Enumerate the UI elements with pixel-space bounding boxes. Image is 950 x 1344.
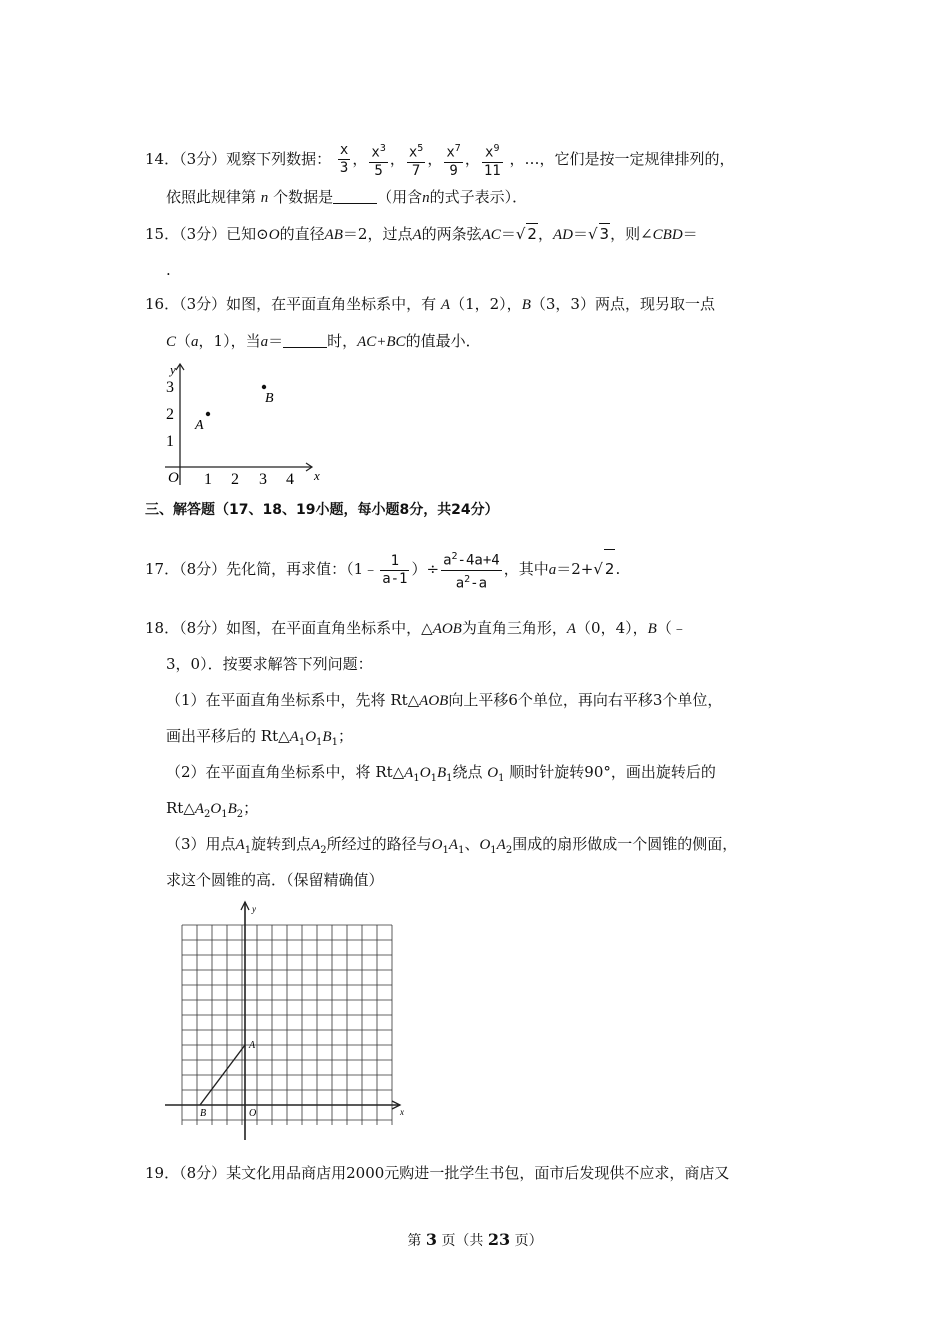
y-label: y: [170, 362, 176, 377]
text: ；: [243, 799, 259, 817]
t: a: [455, 575, 465, 592]
sub: 1: [244, 845, 252, 856]
sub: 1: [413, 773, 420, 784]
text: ＝: [500, 225, 516, 243]
text: （8分）先化简，再求值：（1﹣: [179, 560, 379, 579]
exp: 2: [464, 573, 471, 585]
text: 的直径: [279, 225, 325, 243]
var: A: [311, 837, 321, 853]
var: AOB: [419, 693, 449, 709]
text: ）÷: [411, 560, 440, 579]
text: ，则∠: [610, 225, 653, 243]
var: O: [487, 765, 499, 781]
var: AOB: [432, 621, 462, 637]
var: AC: [481, 227, 501, 243]
q15-line: 15．（3分）已知⊙O的直径AB＝2，过点A的两条弦AC＝√ 2，AD＝√ 3，则∠CBD＝: [145, 225, 698, 243]
q18-part3: [166, 834, 737, 861]
text: （3，3）两点，现另取一点: [530, 295, 715, 313]
numerator: [482, 140, 503, 163]
text: （1，2），: [450, 295, 522, 313]
exponent: 5: [417, 143, 424, 154]
var: A: [289, 729, 299, 745]
text: （3分）已知⊙: [179, 225, 269, 243]
text: 画出平移后的 Rt△: [166, 727, 290, 745]
sub: 1: [331, 737, 338, 748]
denominator: 5: [374, 162, 383, 179]
var: O: [479, 837, 491, 853]
sub: 1: [298, 737, 306, 748]
var: O: [268, 227, 280, 243]
sub: 1: [442, 845, 449, 856]
q14-line2: [166, 187, 527, 208]
base: x: [371, 144, 380, 161]
q18-part2: [166, 762, 716, 789]
text: （﹣: [656, 619, 687, 637]
var: a: [548, 562, 557, 579]
base: x: [408, 144, 418, 161]
text: 页）: [514, 1233, 543, 1249]
var: B: [322, 729, 332, 745]
var: A: [235, 837, 245, 853]
q14-sequence: [336, 142, 505, 179]
fraction: [380, 553, 409, 588]
q14-text-after: ，…，它们是按一定规律排列的，: [509, 149, 735, 168]
var-n: n: [422, 190, 430, 206]
text: ＝: [682, 225, 698, 243]
base: x: [446, 144, 455, 161]
q14-number: 14．: [145, 149, 180, 168]
grid-lines: [182, 925, 392, 1125]
q17-number: 17．: [145, 560, 180, 579]
text: 、: [464, 835, 480, 853]
text: 向上平移6个单位，再向右平移3个单位，: [448, 691, 723, 709]
y-label: y: [252, 904, 256, 914]
x-label: x: [314, 468, 320, 483]
point-b-label: B: [200, 1108, 207, 1119]
sub: 1: [498, 773, 505, 784]
text: 旋转到点: [251, 835, 312, 853]
text: .: [166, 261, 171, 279]
var: A: [412, 227, 422, 243]
var: A: [448, 837, 459, 853]
sub: 2: [204, 809, 211, 820]
text: （3）用点: [166, 835, 236, 853]
sub: 1: [316, 737, 323, 748]
text: 的式子表示）．: [429, 188, 528, 206]
var: A: [566, 621, 577, 637]
denominator: [441, 571, 502, 593]
var: B: [521, 297, 531, 313]
answer-blank[interactable]: [333, 189, 377, 204]
comma: ，: [389, 149, 405, 168]
comma: ，: [464, 149, 480, 168]
q16-line2: [166, 331, 481, 352]
point-a-label: A: [249, 1040, 256, 1051]
var: A: [496, 837, 506, 853]
sub: 2: [505, 845, 513, 856]
text: ，1），当: [198, 332, 261, 350]
sub: 1: [221, 809, 228, 820]
q18-part3-line2: 求这个圆锥的高．（保留精确值）: [166, 871, 384, 889]
q18-part2-line2: [166, 798, 258, 825]
numerator: [338, 142, 350, 160]
text: ；: [337, 727, 353, 745]
numerator: [444, 140, 462, 163]
text: 所经过的路径与: [326, 835, 432, 853]
q18-part1: [166, 690, 722, 711]
text: 围成的扇形做成一个圆锥的侧面，: [512, 835, 738, 853]
text: 第: [407, 1233, 422, 1249]
q18-part1-line2: [166, 726, 353, 753]
q18-number: 18．: [145, 619, 180, 637]
text: （1）在平面直角坐标系中，先将 Rt△: [166, 691, 420, 709]
point-a: [206, 412, 210, 416]
var: a: [260, 334, 269, 350]
sub: 1: [430, 773, 437, 784]
point-b: [262, 385, 266, 389]
text: 依照此规律第: [166, 188, 257, 206]
sub: 1: [490, 845, 497, 856]
text: （8分）某文化用品商店用2000元购进一批学生书包，面市后发现供不应求，商店又: [179, 1164, 730, 1182]
x-tick: 3: [259, 471, 267, 488]
comma: ，: [352, 149, 368, 168]
text: ＝2+: [556, 560, 594, 579]
x-tick: 2: [231, 471, 239, 488]
y-tick: 1: [166, 433, 174, 450]
var: O: [305, 729, 317, 745]
q17-line: 17．（8分）先化简，再求值：（1﹣ $\frac{1}{a-1}$ ）÷ $\frac{a^2-4a+4}{a^2-a}$ ，其中a＝2+√ 2.: [145, 548, 620, 592]
point-a-label: A: [195, 418, 204, 433]
denominator: 11: [483, 162, 501, 179]
q19-line: [145, 1163, 729, 1183]
var: O: [419, 765, 431, 781]
comma: ，: [427, 149, 443, 168]
numerator: [369, 140, 387, 163]
q18-line2: 3，0）．按要求解答下列问题：: [166, 655, 373, 673]
q16-coordinate-graph: [160, 362, 325, 490]
answer-blank[interactable]: [283, 333, 327, 348]
var: O: [210, 801, 222, 817]
denominator: 9: [449, 162, 458, 179]
text: （3分）如图，在平面直角坐标系中，有: [179, 295, 437, 313]
exponent: 3: [379, 143, 386, 154]
point-b-label: B: [265, 391, 274, 406]
origin-label: O: [168, 470, 179, 486]
q14-line1: [145, 140, 734, 180]
text: （8分）如图，在平面直角坐标系中，△: [179, 619, 433, 637]
base: x: [485, 144, 494, 161]
text: ＝2，过点: [342, 225, 413, 243]
text: ＝: [268, 332, 284, 350]
page-footer: [0, 1230, 950, 1251]
var: B: [647, 621, 657, 637]
var: AD: [552, 227, 573, 243]
exponent: 9: [493, 143, 500, 154]
base: x: [339, 142, 349, 159]
fraction: [441, 548, 502, 592]
origin-label: O: [249, 1108, 257, 1119]
denominator: 7: [411, 162, 421, 179]
text: ＝: [572, 225, 588, 243]
var: B: [227, 801, 237, 817]
sub: 2: [236, 809, 244, 820]
text: 时，: [327, 332, 358, 350]
y-tick: 3: [166, 379, 174, 396]
exp: 2: [451, 551, 458, 562]
var: C: [166, 334, 177, 350]
text: .: [615, 560, 621, 579]
text: （0，4），: [576, 619, 648, 637]
denominator: a-1: [382, 570, 408, 587]
var: A: [440, 297, 451, 313]
text: 的值最小．: [405, 332, 481, 350]
sequence-term: [407, 140, 425, 180]
text: 为直角三角形，: [461, 619, 567, 637]
sub: 1: [458, 845, 465, 856]
numerator: [441, 548, 502, 571]
sqrt-3: 3: [599, 225, 610, 243]
x-label: x: [400, 1107, 404, 1117]
sequence-term: [338, 142, 350, 177]
x-tick: 1: [204, 471, 212, 488]
text: （2）在平面直角坐标系中，将 Rt△: [166, 763, 405, 781]
var: B: [436, 765, 447, 781]
q16-number: 16．: [145, 295, 180, 313]
numerator: 1: [380, 553, 409, 571]
var: AC+BC: [357, 334, 406, 350]
y-tick: 2: [166, 406, 174, 423]
text: 页（共: [441, 1233, 484, 1249]
var: AB: [324, 227, 343, 243]
text: Rt△: [166, 799, 195, 817]
var: a: [191, 334, 199, 350]
total-pages: 23: [487, 1230, 511, 1249]
sequence-term: [444, 140, 462, 180]
sqrt-2: 2: [604, 549, 616, 588]
exponent: 7: [454, 143, 461, 154]
numerator: [407, 140, 425, 163]
var: O: [431, 837, 443, 853]
q18-grid-graph: [160, 900, 410, 1145]
var: A: [194, 801, 205, 817]
t: -a: [470, 575, 488, 592]
sequence-term: [369, 140, 387, 180]
page-number: 3: [425, 1230, 437, 1249]
var: A: [404, 765, 414, 781]
text: 顺时针旋转90°，画出旋转后的: [509, 763, 716, 781]
text: （: [176, 332, 192, 350]
text: 的两条弦: [421, 225, 482, 243]
text: ，其中: [503, 560, 549, 579]
sub: 2: [320, 845, 327, 856]
t: -4a+4: [457, 552, 500, 569]
q19-number: 19．: [145, 1164, 180, 1182]
q18-line1: [145, 618, 687, 639]
var-n: n: [260, 190, 269, 206]
section-heading: 三、解答题（17、18、19小题，每小题8分，共24分）: [145, 502, 499, 518]
q15-line2: [166, 260, 171, 280]
denominator: 3: [339, 160, 349, 177]
var: CBD: [652, 227, 683, 243]
x-tick: 4: [286, 471, 294, 488]
text: 绕点: [452, 763, 483, 781]
sqrt-2: 2: [527, 225, 537, 243]
text: ，: [537, 225, 553, 243]
q16-line1: [145, 294, 715, 315]
text: （用含: [377, 188, 423, 206]
text: 个数据是: [273, 188, 334, 206]
sequence-term: [482, 140, 503, 180]
t: a: [443, 552, 452, 569]
q14-text: （3分）观察下列数据：: [179, 149, 332, 168]
sub: 1: [446, 773, 453, 784]
q15-number: 15．: [145, 225, 180, 243]
